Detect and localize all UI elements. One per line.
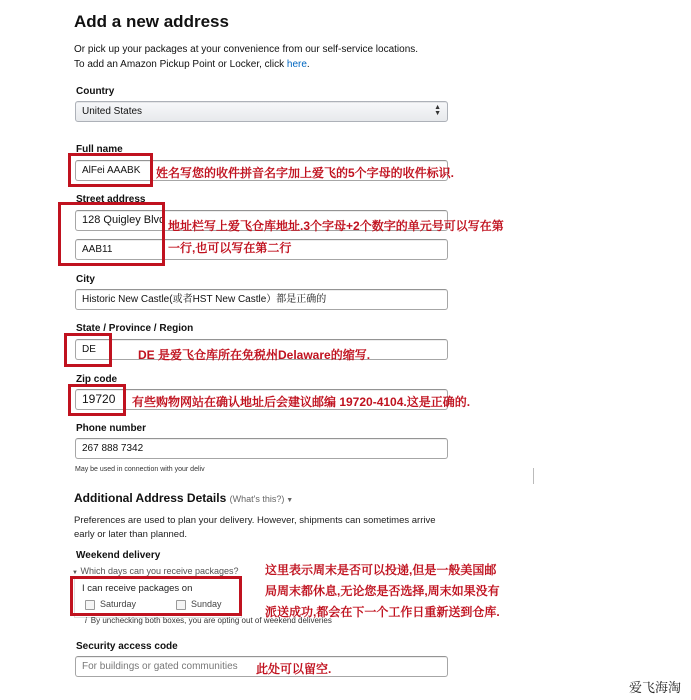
select-caret-icon: ▲ ▼ bbox=[434, 104, 441, 117]
state-value: DE bbox=[82, 344, 96, 355]
additional-title: Additional Address Details bbox=[74, 491, 227, 505]
weekend-annotation-1: 这里表示周末是否可以投递,但是一般美国邮 bbox=[265, 563, 497, 577]
zip-annotation: 有些购物网站在确认地址后会建议邮编 19720-4104.这是正确的. bbox=[132, 395, 471, 409]
chevron-down-icon: ▼ bbox=[72, 570, 78, 576]
phone-value: 267 888 7342 bbox=[82, 443, 144, 454]
info-icon: i bbox=[85, 616, 87, 625]
saturday-label: Saturday bbox=[100, 599, 137, 609]
zip-value: 19720 bbox=[82, 392, 116, 406]
phone-label: Phone number bbox=[76, 423, 147, 434]
country-label: Country bbox=[76, 86, 115, 97]
state-highlight-box bbox=[64, 333, 112, 367]
can-receive-text: I can receive packages on bbox=[82, 583, 193, 594]
fullname-highlight-box bbox=[68, 153, 153, 187]
pickup-period: . bbox=[306, 59, 310, 70]
country-select[interactable] bbox=[75, 101, 448, 122]
city-value: Historic New Castle(或者HST New Castle）都是正确的 bbox=[82, 294, 327, 305]
pickup-info bbox=[74, 42, 474, 72]
weekend-annotation-2: 局周末都休息,无论您是否选择,周末如果没有 bbox=[265, 584, 500, 598]
weekend-annotation bbox=[265, 560, 500, 623]
pickup-text: Or pick up your packages at your convenience from our self-service locations. bbox=[74, 44, 419, 55]
whats-this-link[interactable]: (What's this?) bbox=[229, 494, 285, 504]
chevron-down-icon: ▼ bbox=[284, 497, 294, 504]
fullname-label: Full name bbox=[76, 144, 123, 155]
weekend-highlight-box bbox=[70, 576, 242, 616]
zip-label: Zip code bbox=[76, 374, 118, 385]
country-value: United States bbox=[82, 106, 143, 117]
city-input[interactable] bbox=[75, 289, 448, 310]
weekend-label: Weekend delivery bbox=[76, 550, 161, 561]
fullname-value: AlFei AAABK bbox=[82, 165, 141, 176]
street-annotation-2: 一行,也可以写在第二行 bbox=[168, 241, 292, 255]
weekend-annotation-3: 派送成功,都会在下一个工作日重新送到仓库. bbox=[265, 605, 500, 619]
preferences-line-1: Preferences are used to plan your delivery. However, shipments can sometimes arrive bbox=[74, 515, 436, 526]
pickup-text-2: To add an Amazon Pickup Point or Locker, click bbox=[74, 59, 287, 70]
page-title: Add a new address bbox=[74, 12, 229, 31]
security-placeholder: For buildings or gated communities bbox=[82, 661, 238, 672]
street-line1-value: 128 Quigley Blvd bbox=[82, 214, 166, 226]
street-line2-value: AAB11 bbox=[82, 244, 113, 255]
state-annotation: DE 是爱飞仓库所在免税州Delaware的缩写. bbox=[138, 348, 371, 362]
uncheck-note-text: By unchecking both boxes, you are opting out of weekend deliveries bbox=[90, 616, 332, 625]
fullname-annotation: 姓名写您的收件拼音名字加上爱飞的5个字母的收件标识. bbox=[156, 166, 455, 180]
preferences-text bbox=[74, 514, 474, 542]
which-days-text: Which days can you receive packages? bbox=[80, 566, 239, 576]
street-label: Street address bbox=[76, 194, 146, 205]
zip-highlight-box bbox=[68, 384, 126, 416]
additional-details-heading bbox=[74, 491, 293, 505]
city-label: City bbox=[76, 274, 95, 285]
security-annotation: 此处可以留空. bbox=[256, 662, 332, 676]
state-label: State / Province / Region bbox=[76, 323, 194, 334]
preferences-line-2: early or later than planned. bbox=[74, 529, 188, 540]
sunday-label: Sunday bbox=[191, 599, 222, 609]
which-days-expander[interactable] bbox=[72, 566, 239, 576]
divider bbox=[533, 468, 534, 484]
phone-note: May be used in connection with your deliv bbox=[75, 466, 205, 473]
phone-input[interactable] bbox=[75, 438, 448, 459]
watermark: 爱飞海淘 bbox=[628, 680, 681, 695]
street-annotation-1: 地址栏写上爱飞仓库地址.3个字母+2个数字的单元号可以写在第 bbox=[168, 219, 504, 233]
pickup-here-link[interactable]: here bbox=[286, 59, 307, 70]
security-label: Security access code bbox=[76, 641, 178, 652]
street-highlight-box bbox=[58, 202, 165, 266]
